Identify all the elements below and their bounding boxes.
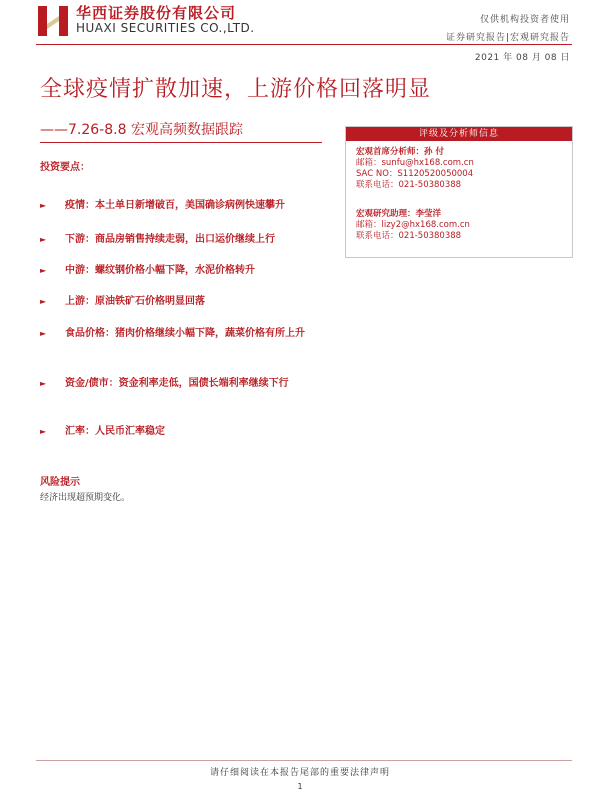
report-subtitle: ——7.26-8.8 宏观高频数据跟踪 [40, 122, 243, 138]
key-point-item [40, 423, 340, 441]
footer-disclaimer: 请仔细阅读在本报告尾部的重要法律声明 [209, 768, 390, 778]
bullet-icon: ► [40, 329, 47, 338]
report-type: 证券研究报告|宏观研究报告 [445, 33, 570, 43]
secondary-analyst-role: 宏观研究助理：李莹洋 [356, 209, 442, 219]
key-point-text: 资金/债市：资金利率走低，国债长端利率继续下行 [65, 378, 289, 389]
key-point-text: 上游：原油铁矿石价格明显回落 [65, 296, 205, 307]
bullet-icon: ► [40, 266, 47, 275]
bullet-icon: ► [40, 235, 47, 244]
bullet-icon: ► [40, 379, 47, 388]
key-point-item [40, 197, 340, 215]
company-name-en: HUAXI SECURITIES CO.,LTD. [76, 21, 255, 35]
primary-analyst-role: 宏观首席分析师：孙 付 [356, 147, 444, 157]
page-number: 1 [297, 782, 303, 791]
key-point-item [40, 262, 340, 280]
primary-analyst-sac: SAC NO：S1120520050004 [356, 169, 474, 179]
footer-divider [36, 760, 572, 761]
secondary-analyst-email: 邮箱：lizy2@hx168.com.cn [356, 220, 470, 230]
key-point-item [40, 325, 340, 343]
key-point-text: 食品价格：猪肉价格继续小幅下降，蔬菜价格有所上升 [65, 328, 305, 339]
bullet-icon: ► [40, 427, 47, 436]
audience-note: 仅供机构投资者使用 [479, 15, 570, 25]
bullet-icon: ► [40, 201, 47, 210]
secondary-analyst-phone: 联系电话：021-50380388 [356, 231, 462, 241]
bullet-icon: ► [40, 297, 47, 306]
analyst-info-heading: 评级及分析师信息 [346, 127, 572, 141]
risk-text: 经济出现超预期变化。 [40, 493, 131, 503]
analyst-info-box [345, 126, 573, 258]
key-point-item [40, 375, 340, 393]
primary-analyst [356, 147, 474, 191]
report-date: 2021 年 08 月 08 日 [474, 53, 570, 63]
risk-heading: 风险提示 [40, 477, 80, 488]
key-point-text: 汇率：人民币汇率稳定 [65, 426, 165, 437]
key-point-text: 中游：螺纹钢价格小幅下降，水泥价格转升 [65, 265, 255, 276]
primary-analyst-email: 邮箱：sunfu@hx168.com.cn [356, 158, 474, 168]
primary-analyst-phone: 联系电话：021-50380388 [356, 180, 462, 190]
header-divider [36, 44, 572, 45]
key-point-text: 疫情：本土单日新增破百，美国确诊病例快速攀升 [65, 200, 285, 211]
report-title: 全球疫情扩散加速，上游价格回落明显 [40, 77, 432, 102]
secondary-analyst [356, 209, 470, 242]
key-points-heading: 投资要点： [40, 162, 90, 173]
key-point-text: 下游：商品房销售持续走弱，出口运价继续上行 [65, 234, 275, 245]
company-name-cn: 华西证券股份有限公司 [76, 4, 237, 22]
subtitle-divider [40, 142, 322, 143]
key-point-item [40, 293, 340, 311]
key-point-item [40, 231, 340, 249]
huaxi-logo-icon [38, 6, 68, 36]
